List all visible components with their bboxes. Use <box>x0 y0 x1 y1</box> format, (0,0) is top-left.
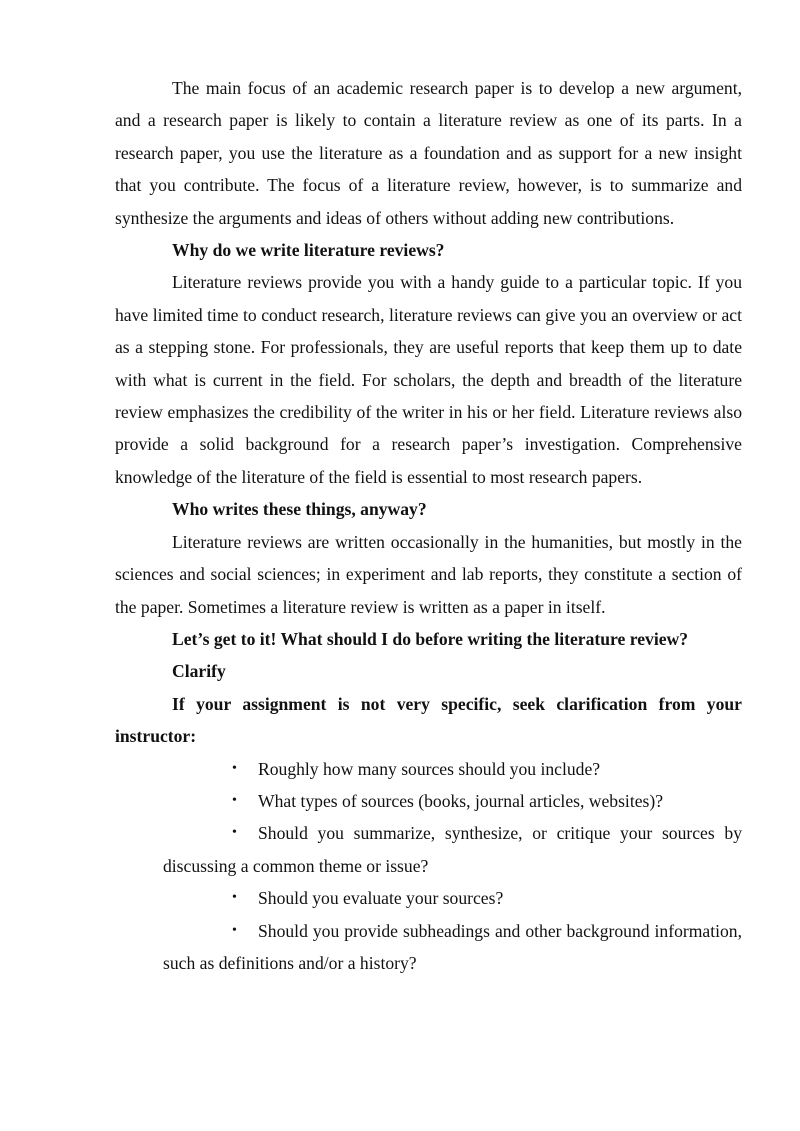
list-item-text: Roughly how many sources should you include? <box>258 758 601 779</box>
paragraph-research-paper: The main focus of an academic research paper is to develop a new argument, and a research paper is likely to contain a literature review as one of its parts. In a research paper, you use the literature as a foundation and as support for a new insight that you contribute. The focus of a literature review, however, is to summarize and synthesize the arguments and ideas of others without adding new contributions. <box>115 78 742 228</box>
list-item-text: What types of sources (books, journal articles, websites)? <box>258 790 664 811</box>
heading-seek-clarification: If your assignment is not very specific, seek clarification from your instructor: <box>115 693 742 747</box>
bullet-icon: • <box>232 922 237 938</box>
heading-who-writes: Who writes these things, anyway? <box>172 499 427 520</box>
bullet-icon: • <box>232 890 237 906</box>
list-item <box>115 785 742 817</box>
paragraph-who-writes: Literature reviews are written occasionally in the humanities, but mostly in the sciences and social sciences; in experiment and lab reports, they constitute a section of the paper. Sometimes a literature review is written as a paper in itself. <box>115 531 742 617</box>
list-item <box>115 915 742 980</box>
list-item-text: Should you summarize, synthesize, or critique your sources by discussing a common theme or issue? <box>163 823 742 876</box>
list-item-text: Should you evaluate your sources? <box>258 888 504 909</box>
list-item <box>115 882 742 914</box>
list-item <box>115 817 742 882</box>
list-item-text: Should you provide subheadings and other background information, such as definitions and/or a history? <box>163 920 742 973</box>
heading-why-write: Why do we write literature reviews? <box>172 240 445 261</box>
list-item <box>115 753 742 785</box>
clarification-questions-list <box>115 753 742 980</box>
bullet-icon: • <box>232 792 237 808</box>
heading-clarify: Clarify <box>172 661 226 682</box>
bullet-icon: • <box>232 825 237 841</box>
bullet-icon: • <box>232 760 237 776</box>
paragraph-why-write: Literature reviews provide you with a handy guide to a particular topic. If you have limited time to conduct research, literature reviews can give you an overview or act as a stepping stone. For professionals, they are useful reports that keep them up to date with what is current in the field. For scholars, the depth and breadth of the literature review emphasizes the credibility of the writer in his or her field. Literature reviews also provide a solid background for a research paper’s investigation. Comprehensive knowledge of the literature of the field is essential to most research papers. <box>115 272 742 487</box>
heading-before-writing: Let’s get to it! What should I do before writing the literature review? <box>172 628 689 649</box>
